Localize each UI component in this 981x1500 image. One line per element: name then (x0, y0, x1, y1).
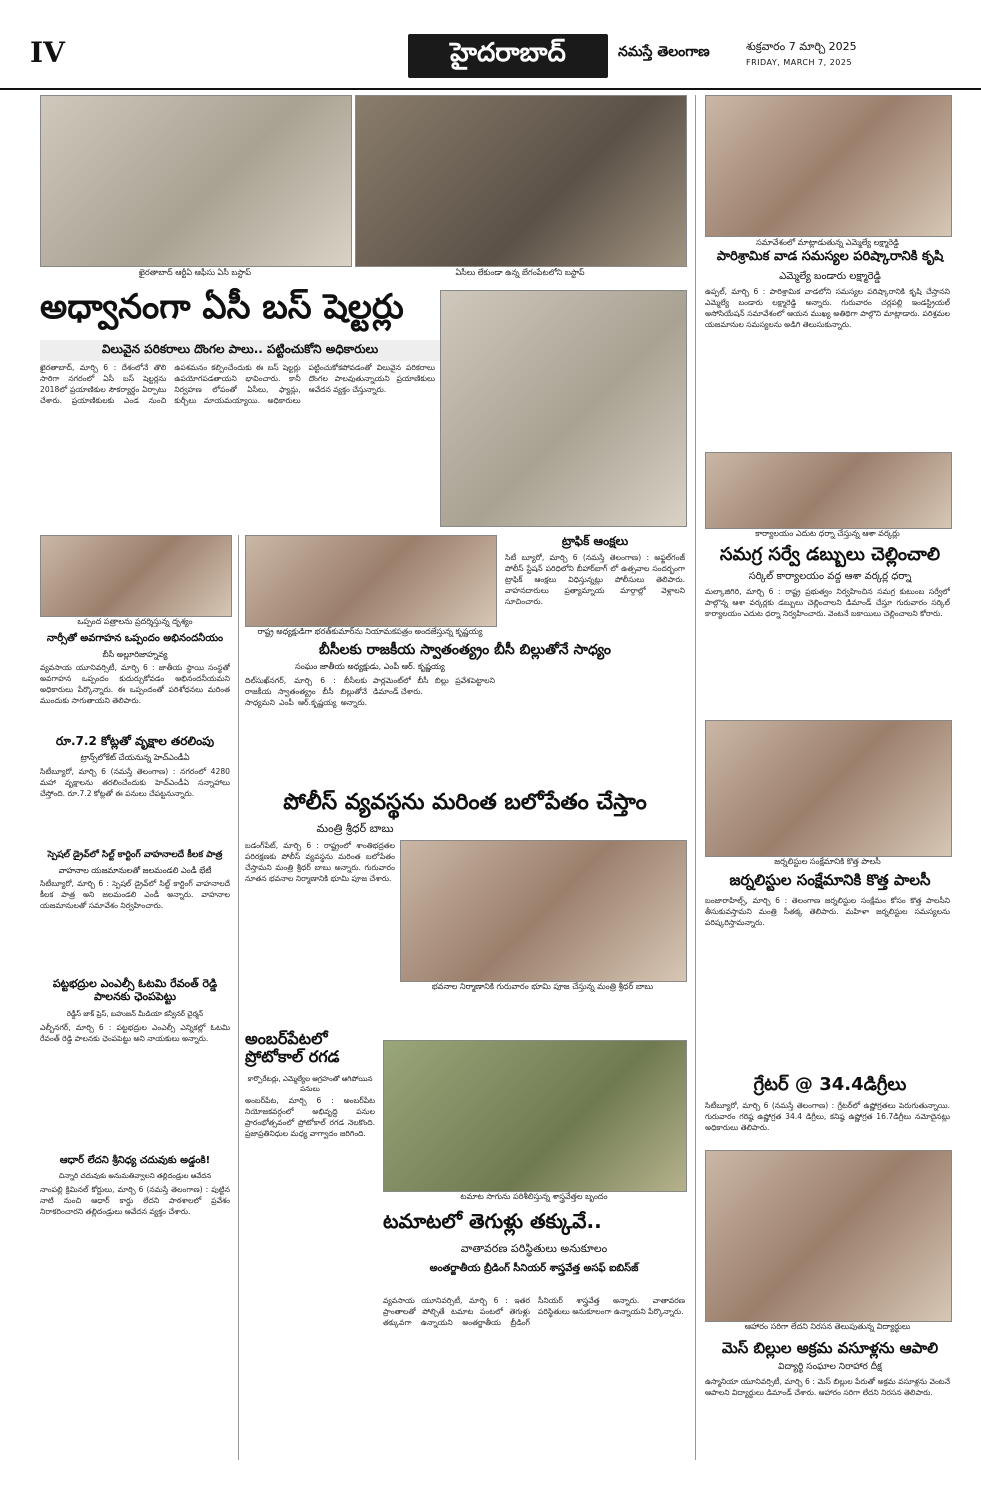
photo-tomato-field (383, 1040, 687, 1192)
article-body: సిటీబ్యూరో, మార్చి 6 (నమస్తే తెలంగాణ) : గ్రేటర్‌లో ఉష్ణోగ్రతలు పెరుగుతున్నాయి. గురువారం గరిష్ఠ ఉష్ణోగ్రత 34.4 డిగ్రీలు, కనిష్ఠ ఉష్ణోగ్రత 16.7డిగ్రీలు నమోదైనట్లు అధికారులు తెలిపారు. (705, 1101, 950, 1132)
headline: పోలీస్‌ వ్యవస్థను మరింత బలోపేతం చేస్తాం (283, 790, 647, 815)
article-body: వ్యవసాయ యూనివర్సిటీ, మార్చి 6 : ఇతర ప్రాంతాలతో పోల్చితే టమాట పంటలో తెగుళ్లు తక్కువగా ఉన్నాయని అంతర్జాతీయ బ్రీడింగ్‌ సీనియర్‌ శాస్త్రవేత్త అన్నారు. వాతావరణ పరిస్థితులు అనుకూలంగా ఉన్నాయని పేర్కొన్నారు. (383, 1296, 685, 1327)
subheadline: విలువైన పరికరాలు దొంగల పాలు.. పట్టించుకోని అధికారులు (40, 340, 440, 361)
subheadline: బీసీ అల్లూరిజాహ్నవ్య (102, 650, 168, 659)
page-number: IV (30, 36, 65, 69)
photo-caption: రాష్ట్ర అధ్యక్షుడిగా భరత్‌కుమార్‌ను నియామకపత్రం అందజేస్తున్న కృష్ణయ్య (257, 627, 483, 636)
headline: స్పెషల్‌ డ్రైవ్‌లో సిల్ట్‌ కార్టింగ్‌ వాహనాలదే కీలక పాత్ర (47, 850, 223, 860)
photo-students-protest (705, 1150, 952, 1322)
subheadline: సంఘం జాతీయ అధ్యక్షుడు, ఎంపీ ఆర్‌. కృష్ణయ్య (295, 662, 445, 671)
photo-ac-bus-shelter (40, 95, 352, 267)
subheadline: కార్పొరేటర్లు, ఎమ్మెల్యేల ఆగ్రహంతో ఆగిపోయిన పనులు (247, 1075, 373, 1093)
photo-journalists (705, 720, 952, 857)
article-body: ఎల్బీనగర్‌, మార్చి 6 : పట్టభద్రుల ఎంఎల్సీ ఎన్నికల్లో ఓటమి రేవంత్‌ రెడ్డి పాలనకు ఛెంపపెట్టు అని నాయకులు అన్నారు. (40, 1023, 230, 1043)
date-telugu: శుక్రవారం 7 మార్చి 2025 (746, 40, 857, 53)
photo-mla-meeting (705, 95, 952, 237)
headline: నార్సీతో అవగాహన ఒప్పందం అభినందనీయం (46, 633, 224, 644)
photo-asha-workers (705, 452, 952, 529)
photo-caption: ఆహారం సరిగా లేదని నిరసన తెలుపుతున్న విద్యార్థులు (744, 1322, 911, 1331)
article-body: సిటీ బ్యూరో, మార్చి 6 (నమస్తే తెలంగాణ) : అఫ్జల్‌గంజ్‌ పోలీస్‌ స్టేషన్‌ పరిధిలోని బీహార్‌బాగ్‌ లో ఉత్సవాల సందర్భంగా ట్రాఫిక్‌ ఆంక్షలు విధిస్తున్నట్లు పోలీసులు తెలిపారు. వాహనదారులు ప్రత్యామ్నాయ మార్గాల్లో వెళ్లాలని సూచించారు. (505, 553, 685, 606)
photo-caption: సమావేశంలో మాట్లాడుతున్న ఎమ్మెల్యే లక్ష్మారెడ్డి (756, 238, 899, 247)
article-body: మల్కాజిగిరి, మార్చి 6 : రాష్ట్ర ప్రభుత్వం నిర్వహించిన సమగ్ర కుటుంబ సర్వేలో పాల్గొన్న ఆశా వర్కర్లకు డబ్బులు చెల్లించాలని డిమాండ్‌ చేస్తూ గురువారం సర్కిల్‌ కార్యాలయం ఎదుట ధర్నా నిర్వహించారు. వెంటనే బకాయిలు చెల్లించాలని కోరారు. (705, 587, 950, 618)
article-body: నాంపల్లి క్రిమినల్‌ కోర్టులు, మార్చి 6 (నమస్తే తెలంగాణ) : పుట్టిన నాటి నుంచి ఆధార్‌ కార్డు లేదని పాఠశాలలో ప్రవేశం నిరాకరించారని తల్లిదండ్రులు ఆవేదన వ్యక్తం చేశారు. (40, 1185, 230, 1216)
subheadline: విద్యార్థి సంఘాల నిరాహార దీక్ష (778, 1362, 882, 1372)
subheadline: చిన్నారి చదువుకు అనుమతివ్వాలని తల్లిదండ్రుల ఆవేదన (58, 1172, 212, 1180)
subheadline: వాహనాల యజమానులతో జలమండలి ఎండీ భేటీ (58, 866, 212, 875)
photo-bhoomi-puja (400, 840, 687, 982)
subheadline: ట్రాన్స్‌లోకేట్‌ చేయనున్న హెచ్‌ఎండీఏ (80, 753, 190, 762)
byline: అంతర్జాతీయ బ్రీడింగ్‌ సీనియర్‌ శాస్త్రవేత్త అసఫ్‌ ఐబిస్‌జ్ (429, 1263, 639, 1274)
headline: అధ్వానంగా ఏసీ బస్‌ షెల్టర్లు (40, 287, 404, 327)
headline: సమగ్ర సర్వే డబ్బులు చెల్లించాలి (719, 544, 941, 565)
article-body: ఖైరతాబాద్‌, మార్చి 6 : దేశంలోనే తొలి సారిగా నగరంలో ఏసీ బస్‌ షెల్టర్లను 2018లో ప్రయాణికుల సౌకర్యార్థం ఏర్పాటు చేశారు. ప్రయాణికులకు ఎండ నుంచి ఉపశమనం కల్పించేందుకు ఈ బస్‌ షెల్టర్లు ఉపయోగపడతాయని భావించారు. కానీ నిర్వహణ లోపంతో ఏసీలు, ఫ్యాన్లు, కుర్చీలు మాయమయ్యాయి. అధికారులు పట్టించుకోకపోవడంతో విలువైన పరికరాలు దొంగల పాలవుతున్నాయని ప్రయాణికులు ఆవేదన వ్యక్తం చేస్తున్నారు. (40, 363, 435, 405)
headline: ట్రాఫిక్‌ ఆంక్షలు (561, 534, 629, 548)
photo-mou (40, 535, 232, 617)
article-body: బంజారాహిల్స్‌, మార్చి 6 : తెలంగాణ జర్నలిస్టుల సంక్షేమం కోసం కొత్త పాలసీని తీసుకువస్తామని మంత్రి సీతక్క తెలిపారు. మహిళా జర్నలిస్టుల సమస్యలను పరిష్కరిస్తామన్నారు. (705, 896, 950, 927)
subheadline: ఎమ్మెల్యే బండారు లక్ష్మారెడ్డి (779, 271, 881, 282)
photo-caption: ఏసీలు లేకుండా ఉన్న బేగంపేటలోని బస్టాప్ (455, 268, 585, 277)
photo-caption: జర్నలిస్టుల సంక్షేమానికి కొత్త పాలసీ (774, 857, 881, 866)
article-body: ఉప్పల్‌, మార్చి 6 : పారిశ్రామిక వాడలోని సమస్యల పరిష్కారానికి కృషి చేస్తానని ఎమ్మెల్యే బండారు లక్ష్మారెడ్డి అన్నారు. గురువారం చర్లపల్లి ఇండస్ట్రియల్‌ అసోసియేషన్‌ సమావేశంలో ఆయన ముఖ్య అతిథిగా పాల్గొని మాట్లాడారు. పరిశ్రమల యజమానుల సమస్యలను అడిగి తెలుసుకున్నారు. (705, 287, 950, 329)
photo-caption: భవనాల నిర్మాణానికి గురువారం భూమి పూజ చేస్తున్న మంత్రి శ్రీధర్‌ బాబు (431, 982, 654, 991)
headline: జర్నలిస్టుల సంక్షేమానికి కొత్త పాలసీ (729, 871, 931, 889)
photo-caption: ఖైరతాబాద్ ఆర్టీఏ ఆఫీసు ఏసీ బస్టాప్ (138, 268, 252, 277)
photo-bc-appointment (245, 535, 497, 627)
column-divider (238, 535, 239, 1460)
section-title: హైదరాబాద్ (408, 34, 608, 78)
subheadline: రెడ్డీస్‌ జాక్‌ ప్రెస్‌, బహుజన్‌ మీడియా కన్వీనర్‌ చైర్మన్‌ (66, 1010, 204, 1018)
newspaper-brand: నమస్తే తెలంగాణ (618, 44, 710, 60)
photo-caption: కార్యాలయం ఎదుట ధర్నా చేస్తున్న ఆశా వర్కర్లు (755, 529, 900, 538)
headline: మెస్‌ బిల్లుల అక్రమ వసూళ్లను ఆపాలి (721, 1339, 939, 1357)
article-body: వ్యవసాయ యూనివర్సిటీ, మార్చి 6 : జాతీయ స్థాయి సంస్థతో అవగాహన ఒప్పందం కుదుర్చుకోవడం అభినందనీయమని అధికారులు పేర్కొన్నారు. ఈ ఒప్పందంతో పరిశోధనలు మరింత ముందుకు సాగుతాయని తెలిపారు. (40, 663, 230, 705)
headline: టమాటలో తెగుళ్లు తక్కువే.. (383, 1209, 602, 1233)
headline: పట్టభద్రుల ఎంఎల్సీ ఓటమి రేవంత్‌ రెడ్డి పాలనకు ఛెంపపెట్టు (52, 977, 218, 1003)
photo-caption: ఒప్పంద పత్రాలను ప్రదర్శిస్తున్న దృశ్యం (77, 617, 193, 626)
headline: ఆధార్‌ లేదని శ్రీనిధ్య చదువుకు అడ్డంకి! (59, 1155, 211, 1166)
article-body: అంబర్‌పేట, మార్చి 6 : అంబర్‌పేట నియోజకవర్గంలో అభివృద్ధి పనుల ప్రారంభోత్సవంలో ప్రోటోకాల్‌ రగడ నెలకొంది. ప్రజాప్రతినిధుల మధ్య వాగ్వాదం జరిగింది. (245, 1096, 375, 1138)
headline: గ్రేటర్‌ @ 34.4డిగ్రీలు (753, 1074, 907, 1095)
date-english: FRIDAY, MARCH 7, 2025 (746, 58, 853, 67)
headline: అంబర్‌పేటలో ప్రోటోకాల్‌ రగడ (245, 1029, 340, 1067)
photo-caption: టమాట సాగును పరిశీలిస్తున్న శాస్త్రవేత్తల బృందం (460, 1192, 608, 1201)
photo-broken-fan-ac (440, 290, 687, 527)
headline: రూ.7.2 కోట్లతో వృక్షాల తరలింపు (55, 734, 215, 748)
column-divider (695, 95, 696, 1460)
headline: పారిశ్రామిక వాడ సమస్యల పరిష్కారానికి కృషి (716, 249, 944, 264)
article-body: బడంగ్‌పేట్‌, మార్చి 6 : రాష్ట్రంలో శాంతిభద్రతల పరిరక్షణకు పోలీస్‌ వ్యవస్థను మరింత బలోపేతం చేస్తామని మంత్రి శ్రీధర్‌ బాబు అన్నారు. గురువారం నూతన భవనాల నిర్మాణానికి భూమి పూజ చేశారు. (245, 841, 395, 883)
subheadline: మంత్రి శ్రీధర్‌ బాబు (316, 822, 394, 835)
headline: బీసీలకు రాజకీయ స్వాతంత్య్రం బీసీ బిల్లుతోనే సాధ్యం (319, 642, 611, 658)
article-body: దిల్‌సుఖ్‌నగర్‌, మార్చి 6 : బీసీలకు రాజకీయ స్వాతంత్య్రం బీసీ బిల్లుతోనే సాధ్యమని ఎంపీ ఆర్‌.కృష్ణయ్య అన్నారు. పార్లమెంట్‌లో బీసీ బిల్లు ప్రవేశపెట్టాలని డిమాండ్‌ చేశారు. (245, 676, 495, 707)
subheadline: సర్కిల్‌ కార్యాలయం వద్ద ఆశా వర్కర్ల ధర్నా (748, 571, 912, 582)
subheadline: వాతావరణ పరిస్థితులు అనుకూలం (460, 1242, 608, 1255)
article-body: సిటీబ్యూరో, మార్చి 6 (నమస్తే తెలంగాణ) : నగరంలో 4280 మహా వృక్షాలను తరలించేందుకు హెచ్‌ఎండీఏ సన్నాహాలు చేస్తోంది. రూ.7.2 కోట్లతో ఈ పనులు చేపట్టనున్నారు. (40, 767, 230, 798)
article-body: ఉస్మానియా యూనివర్సిటీ, మార్చి 6 : మెస్‌ బిల్లుల పేరుతో అక్రమ వసూళ్లను వెంటనే ఆపాలని విద్యార్థులు డిమాండ్‌ చేశారు. ఆహారం సరిగా లేదని నిరసన తెలిపారు. (705, 1377, 950, 1397)
photo-begumpet-bus-stop (355, 95, 687, 267)
article-body: సిటీబ్యూరో, మార్చి 6 : స్పెషల్‌ డ్రైవ్‌లో సిల్ట్‌ కార్టింగ్‌ వాహనాలదే కీలక పాత్ర అని జలమండలి ఎండీ అన్నారు. వాహనాల యజమానులతో సమావేశం నిర్వహించారు. (40, 879, 230, 910)
